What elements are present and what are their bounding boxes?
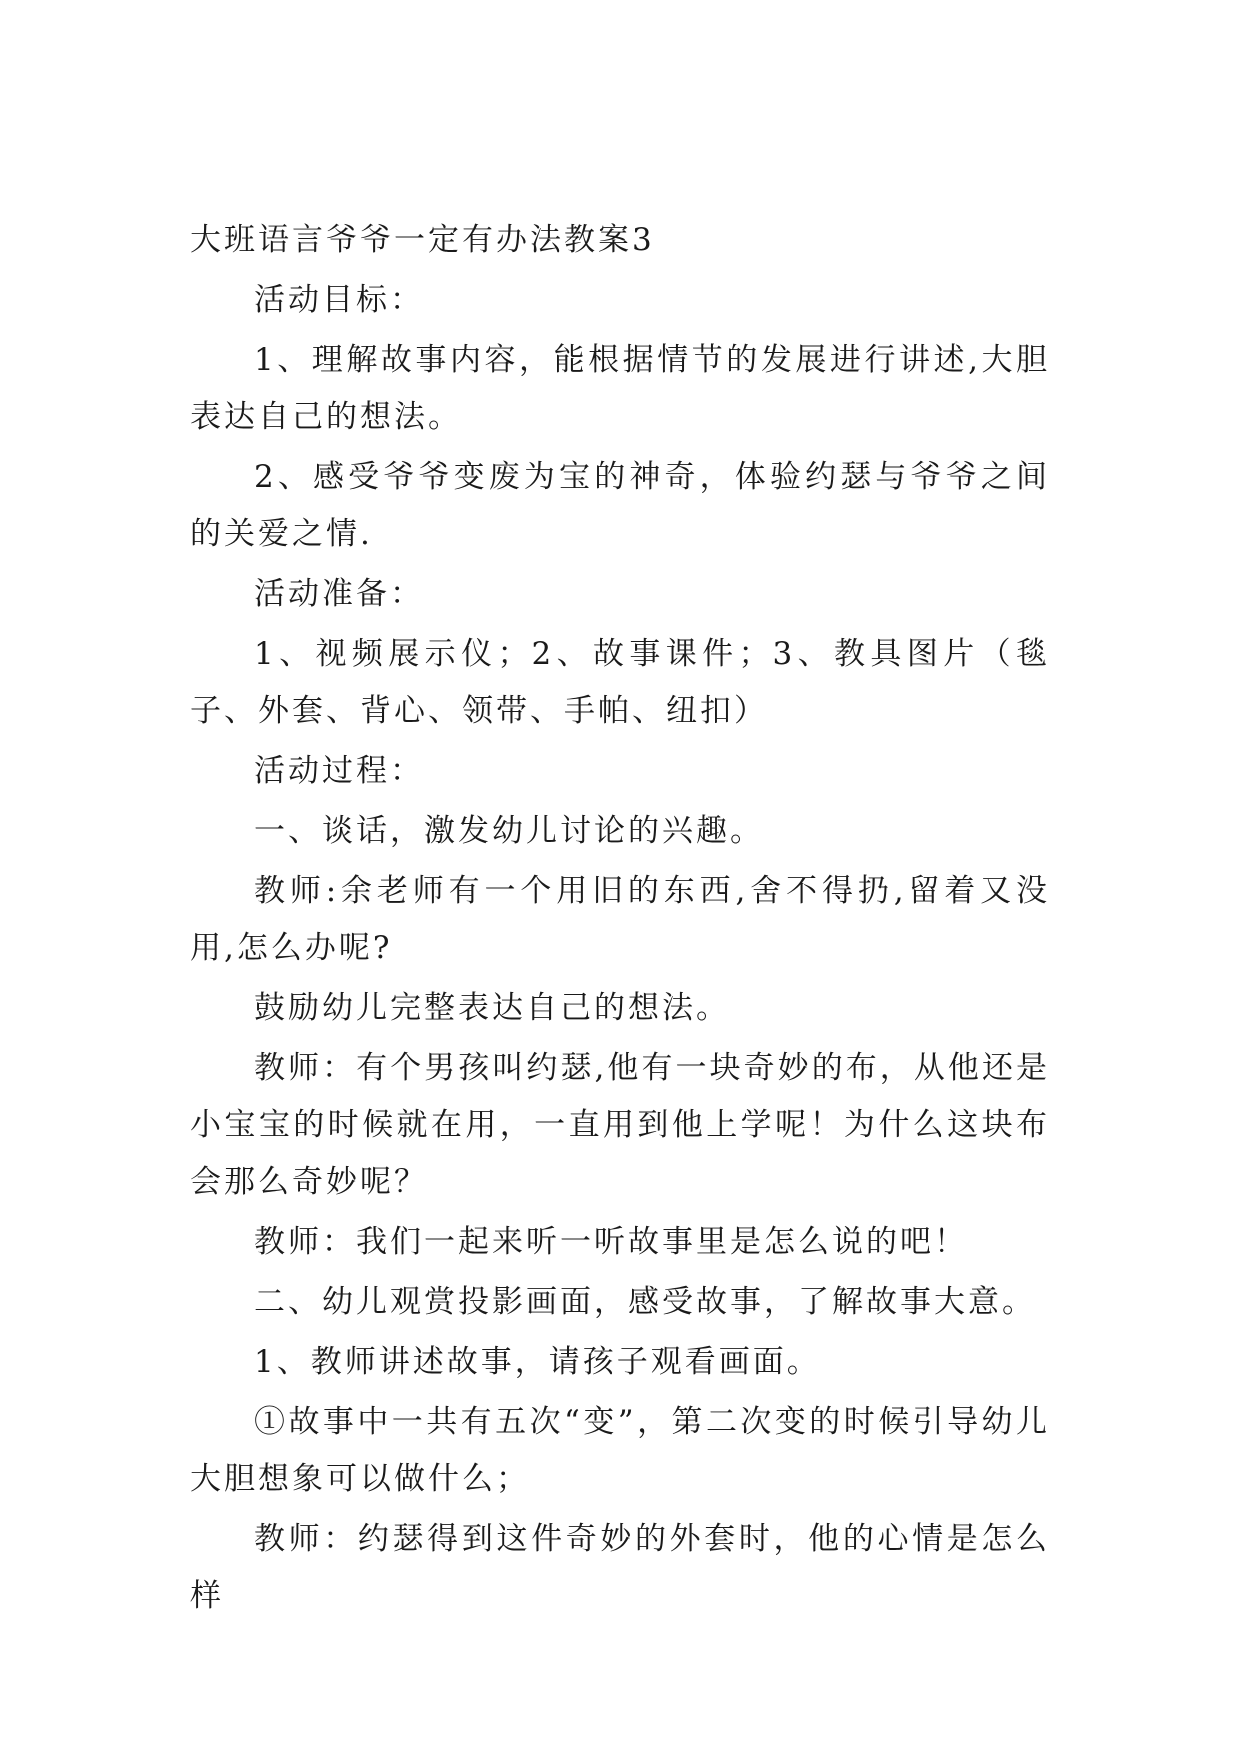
paragraph-step-two: 二、幼儿观赏投影画面，感受故事，了解故事大意。 (254, 1284, 1036, 1320)
paragraph-activity-goals-heading: 活动目标： (254, 282, 424, 318)
paragraph-teacher-listen: 教师：我们一起来听一听故事里是怎么说的吧！ (254, 1224, 968, 1260)
paragraph-five-changes: ①故事中一共有五次“变”，第二次变的时候引导幼儿大胆想象可以做什么； (190, 1404, 1050, 1497)
paragraph-teacher-question-3: 教师：约瑟得到这件奇妙的外套时，他的心情是怎么样 (190, 1521, 1050, 1614)
paragraph-encourage: 鼓励幼儿完整表达自己的想法。 (254, 990, 730, 1026)
paragraph-step-two-item-1: 1、教师讲述故事，请孩子观看画面。 (254, 1344, 821, 1380)
document-body (190, 212, 1050, 1628)
paragraph-goal-2: 2、感受爷爷变废为宝的神奇，体验约瑟与爷爷之间的关爱之情. (190, 459, 1050, 552)
paragraph-preparation-heading: 活动准备： (254, 576, 424, 612)
document-title: 大班语言爷爷一定有办法教案3 (190, 222, 655, 258)
paragraph-step-one: 一、谈话，激发幼儿讨论的兴趣。 (254, 813, 764, 849)
paragraph-preparation-items: 1、视频展示仪；2、故事课件；3、教具图片（毯子、外套、背心、领带、手帕、纽扣） (190, 636, 1050, 729)
paragraph-goal-1: 1、理解故事内容，能根据情节的发展进行讲述,大胆表达自己的想法。 (190, 342, 1050, 435)
paragraph-teacher-question-1: 教师:余老师有一个用旧的东西,舍不得扔,留着又没用,怎么办呢? (190, 873, 1050, 966)
paragraph-process-heading: 活动过程： (254, 753, 424, 789)
paragraph-teacher-question-2: 教师：有个男孩叫约瑟,他有一块奇妙的布，从他还是小宝宝的时候就在用，一直用到他上学呢！为什么这块布会那么奇妙呢？ (190, 1050, 1050, 1200)
